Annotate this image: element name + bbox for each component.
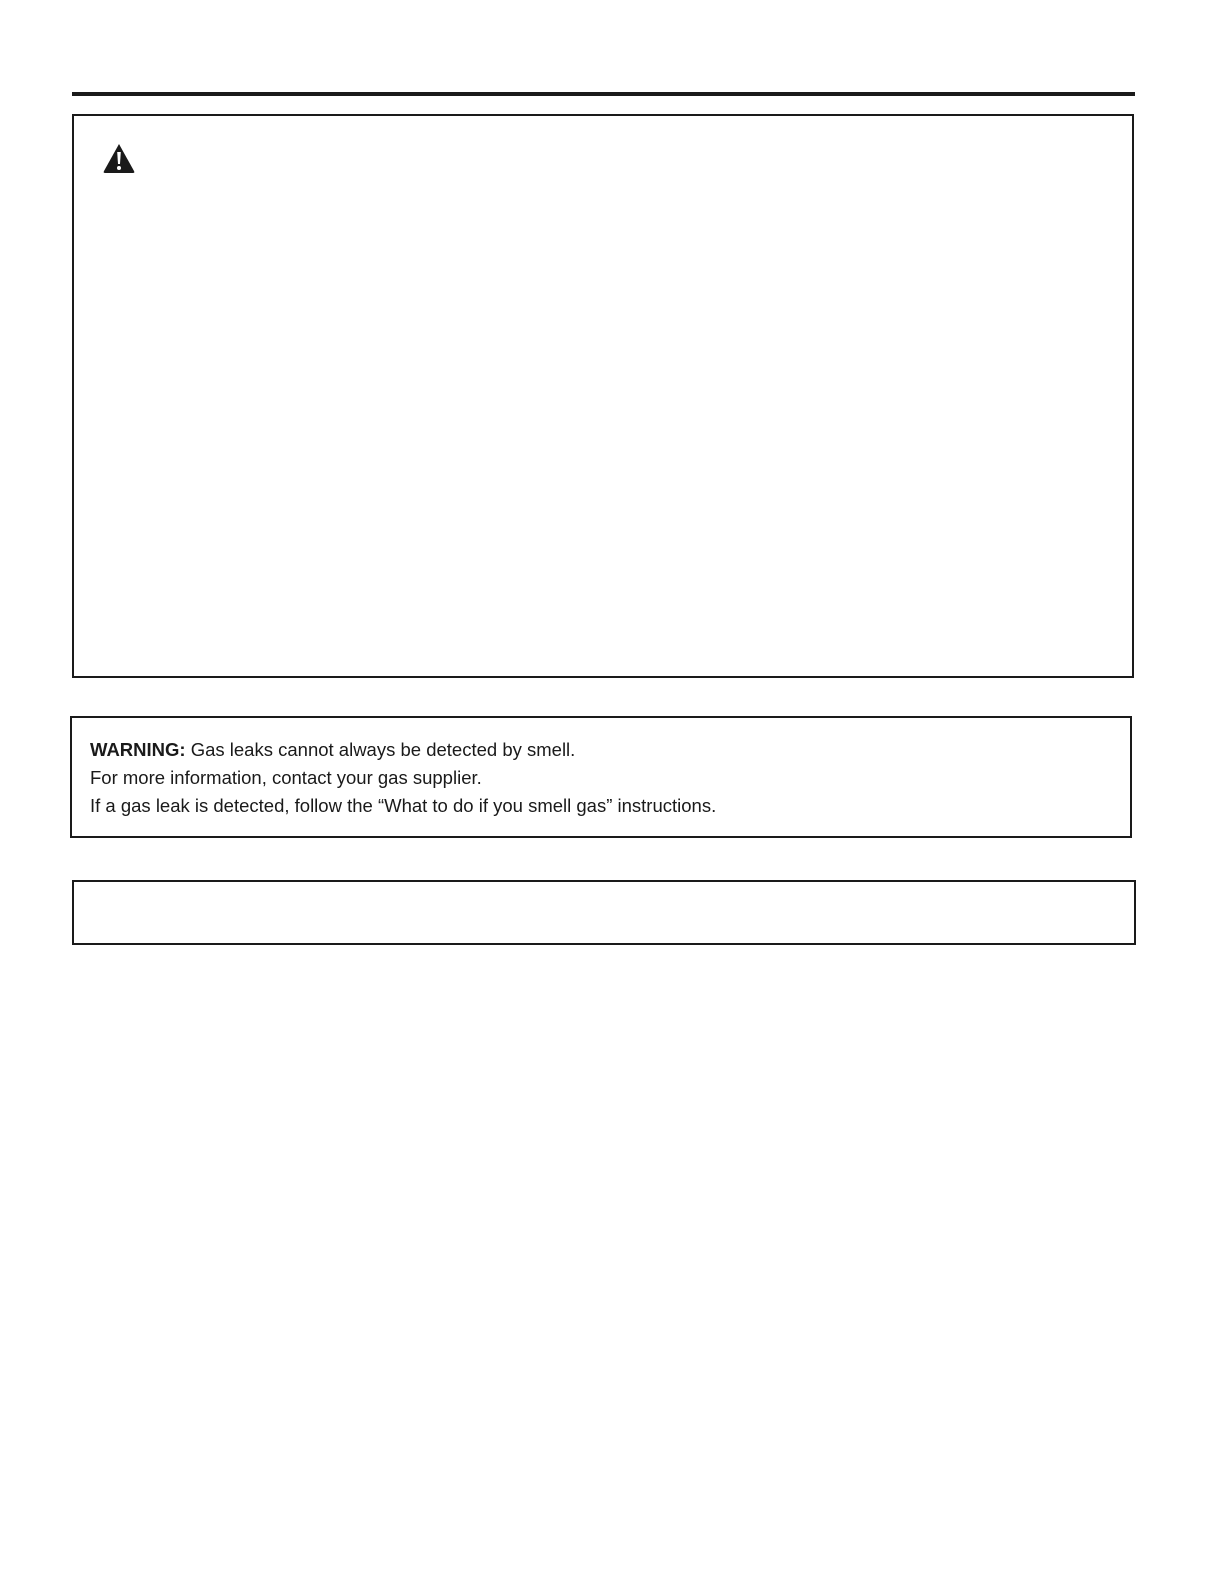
notice-box xyxy=(72,880,1136,945)
gas-warning-box xyxy=(70,716,1132,838)
safety-notice-box xyxy=(72,114,1134,678)
warning-label: WARNING: xyxy=(90,739,186,760)
warning-line-3: If a gas leak is detected, follow the “What to do if you smell gas” instructions. xyxy=(90,795,717,816)
header-rule xyxy=(72,92,1135,96)
warning-line-1 xyxy=(90,736,1130,764)
warning-line-2: For more information, contact your gas supplier. xyxy=(90,767,482,788)
warning-text-1: Gas leaks cannot always be detected by smell. xyxy=(185,739,576,760)
warning-triangle-icon xyxy=(102,142,136,174)
